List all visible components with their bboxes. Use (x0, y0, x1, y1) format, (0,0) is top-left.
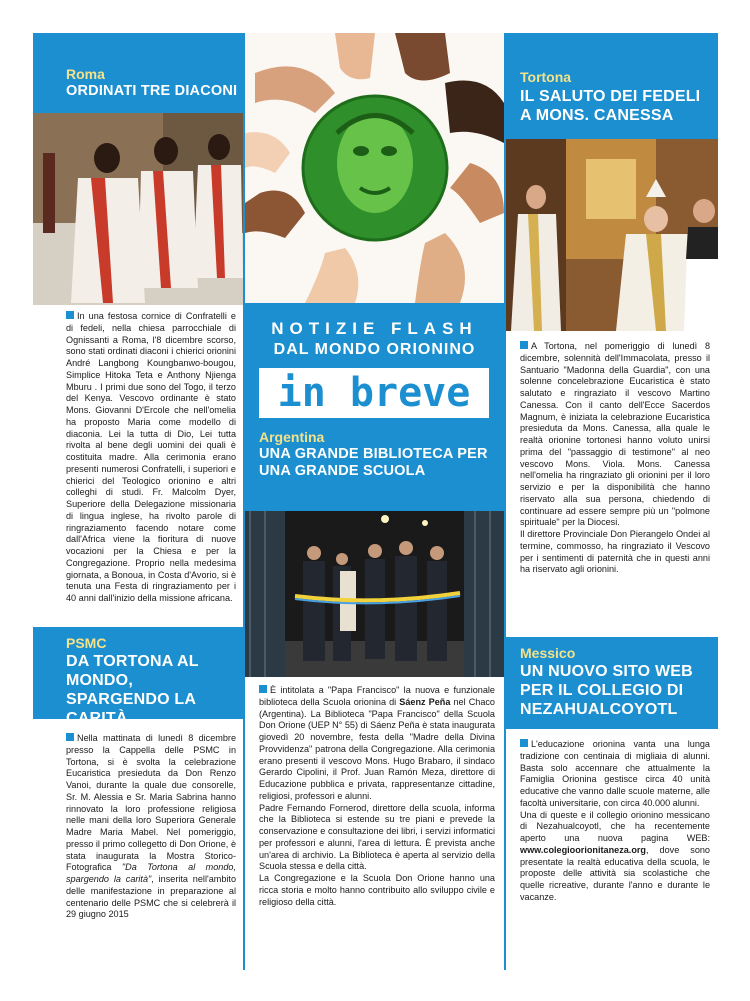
tortona-photo-image (506, 139, 718, 331)
argentina-body-3: La Congregazione e la Scuola Don Orione hanno una ricca storia e molto hanno contribuito allo sviluppo civile e religioso della città. (259, 873, 495, 907)
tortona-photo (506, 139, 718, 331)
tortona-article (506, 331, 718, 637)
bullet-square-icon (66, 733, 74, 741)
colegio-website-link[interactable]: www.colegioorionitaneza.org (520, 844, 646, 855)
psmc-header (33, 627, 243, 719)
argentina-body-place: Sáenz Peña (399, 696, 451, 707)
tortona-region: Tortona (520, 69, 572, 85)
in-breve-panel (245, 303, 504, 479)
in-breve-heading: in breve (259, 368, 489, 418)
messico-title: UN NUOVO SITO WEB PER IL COLLEGIO DI NEZAHUALCOYOTL (520, 663, 693, 718)
roma-photo-image (33, 113, 243, 305)
messico-body-2a: Una di queste e il collegio orionino messicano di Nezahualcoyotl, che ha recentemente aperto una nuova pagina WEB: (520, 809, 710, 843)
roma-header (33, 33, 243, 113)
bullet-square-icon (259, 685, 267, 693)
psmc-region: PSMC (66, 635, 107, 651)
magazine-page (33, 33, 718, 970)
argentina-body-2: Padre Fernando Fornerod, direttore della scuola, informa che la Biblioteca si estende su tre piani e prevede la conservazione e consultazione dei libri, i servizi informatici per professori e alunni, l'area di lettura. È prevista anche un'area di archivio. La Biblioteca è aperta al servizio della Scuola stessa e della città. (259, 802, 495, 872)
messico-article (506, 729, 718, 970)
psmc-body-after: , inserita nell'ambito delle manifestazione in preparazione al centenario delle PSMC che si celebrerà il 29 giugno 2015 (66, 874, 236, 920)
argentina-article (245, 677, 504, 970)
psmc-article (33, 719, 243, 970)
messico-body-1: L'educazione orionina vanta una lunga tradizione con centinaia di migliaia di alunni. Basta solo accennare che attualmente la Famiglia Orionina gestisce circa 40 unità educative che vanno dalle scuole materne, alle facoltà universitarie, con circa 40.000 alunni. (520, 739, 710, 808)
roma-title: ORDINATI TRE DIACONI (66, 83, 238, 99)
psmc-title: DA TORTONA AL MONDO, SPARGENDO LA (66, 653, 199, 708)
messico-region: Messico (520, 645, 576, 661)
hands-globe-image (245, 33, 504, 303)
argentina-photo-image (245, 511, 504, 677)
psmc-exhibition-title: "Da Tortona al mondo, spargendo la carità" (66, 862, 236, 884)
psmc-body-before: Nella mattinata di lunedì 8 dicembre presso la Cappella delle PSMC in Tortona, si è svolta la celebrazione Eucaristica presieduta da Don Renzo Vanoi, durante la quale due consorelle, Sr. M. Alessia e Sr. Maria Sabrina hanno rinnovato la loro professione religiosa nelle mani della loro Superiora Generale Madre Maria Mabel. Nel pomeriggio, presso il primo collegetto di Don Orione, è stata inaugurata la Mostra Storico-Fotografica (66, 733, 236, 873)
messico-header (506, 637, 718, 729)
roma-photo (33, 113, 243, 305)
tortona-body-1: A Tortona, nel pomeriggio di lunedì 8 dicembre, solennità dell'Immacolata, presso il Santuario "Madonna della Guardia", con una solenne concelebrazione Eucaristica è stato salutato e ringraziato il vescovo Martino Canessa. Con il canto dell'Ecce Sacerdos Magnum, è iniziata la celebrazione Eucaristica presieduta da Mons. Canessa, alla quale le realtà orionine tortonesi hanno voluto unirsi prima del "passaggio di testimone" al neo vescovo Mons. Viola. Mons. Canessa nell'omelia ha ringraziato gli orionini per il loro servizio e per la disponibilità che hanno riservato alla sua persona, chiedendo di continuare ad essere sempre più un "polmone spirituale" per la Diocesi. (520, 341, 710, 528)
bullet-square-icon (520, 341, 528, 349)
argentina-title: UNA GRANDE BIBLIOTECA PER UNA GRANDE SCUOLA (259, 446, 488, 479)
argentina-body-1b: nel Chaco (Argentina). La Biblioteca "Papa Francisco" della Scuola Don Orione (UEP N° 55) di Sáenz Peña è stata inaugurata giovedì 20 novembre, festa della "Madre della Divina Provvidenza" patrona della Congregazione. Alla cerimonia erano presenti il vescovo Mons. Hugo Brabaro, il sindaco Gerardo Cipolini, il Prof. Juan Ramón Meza, direttore di Educazione pubblica e privata, rappresentanze cittadine, religiosi, professori e alunni. (259, 696, 496, 801)
flash-line-1: NOTIZIE FLASH (271, 319, 478, 338)
argentina-body-1a: È intitolata a "Papa Francisco" la nuova e funzionale biblioteca della Scuola orionina di (259, 685, 495, 707)
argentina-photo (245, 511, 504, 677)
bullet-square-icon (520, 739, 528, 747)
tortona-title: IL SALUTO DEI FEDELI A MONS. CANESSA (520, 88, 701, 124)
tortona-body-2: Il direttore Provinciale Don Pierangelo Ondei al termine, commosso, ha ringraziato il Vescovo per i sentimenti di paternità che in questi anni ha riservato agli orionini. (520, 529, 710, 575)
roma-body: In una festosa cornice di Confratelli e di fedeli, nella chiesa parrocchiale di Ognissanti a Roma, l'8 dicembre scorso, sono stati ordinati diaconi i chierici orionini André Langbong Koungbanwo-bougou, Simplice Hitoka Teta e Anthony Njienga Mburu . I primi due sono del Togo, il terzo del Kenya. Vescovo ordinante è stato Mons. Giovanni D'Ercole che nell'omelia ha proposto Maria come modello di diaconia. Lei la tutta di Dio, Lei tutta rivolta al bene degli uomini dei quali è costituita madre. Alla cerimonia erano presenti numerosi Confratelli, i superiori e chierici del Teologico orionino e altri colleghi di studi. Fr. Malcolm Dyer, Superiore della Delegazione missionaria di lingua inglese, ha rivolto parole di ringraziamento facendo notare come dall'Africa viene la fioritura di nuove vocazioni per la Chiesa e per la Congregazione. Proprio nella medesima giornata, a Bonoua, in Costa d'Avorio, si è tenuta una Festa di ringraziamento per i 40 anni dall'inizio della missione africana. (66, 311, 236, 603)
messico-body-2b: , dove sono presentate la realtà educativa della scuola, le proposte delle attività sia scolastiche che quelle ricreative, durante l'anno e durante le vacanze. (520, 844, 710, 902)
bullet-square-icon (66, 311, 74, 319)
roma-region: Roma (66, 66, 105, 82)
argentina-region: Argentina (259, 429, 325, 445)
flash-line-2: DAL MONDO ORIONINO (273, 341, 476, 358)
tortona-header (506, 33, 718, 139)
hands-globe-icon (245, 33, 504, 303)
roma-article (33, 305, 243, 627)
